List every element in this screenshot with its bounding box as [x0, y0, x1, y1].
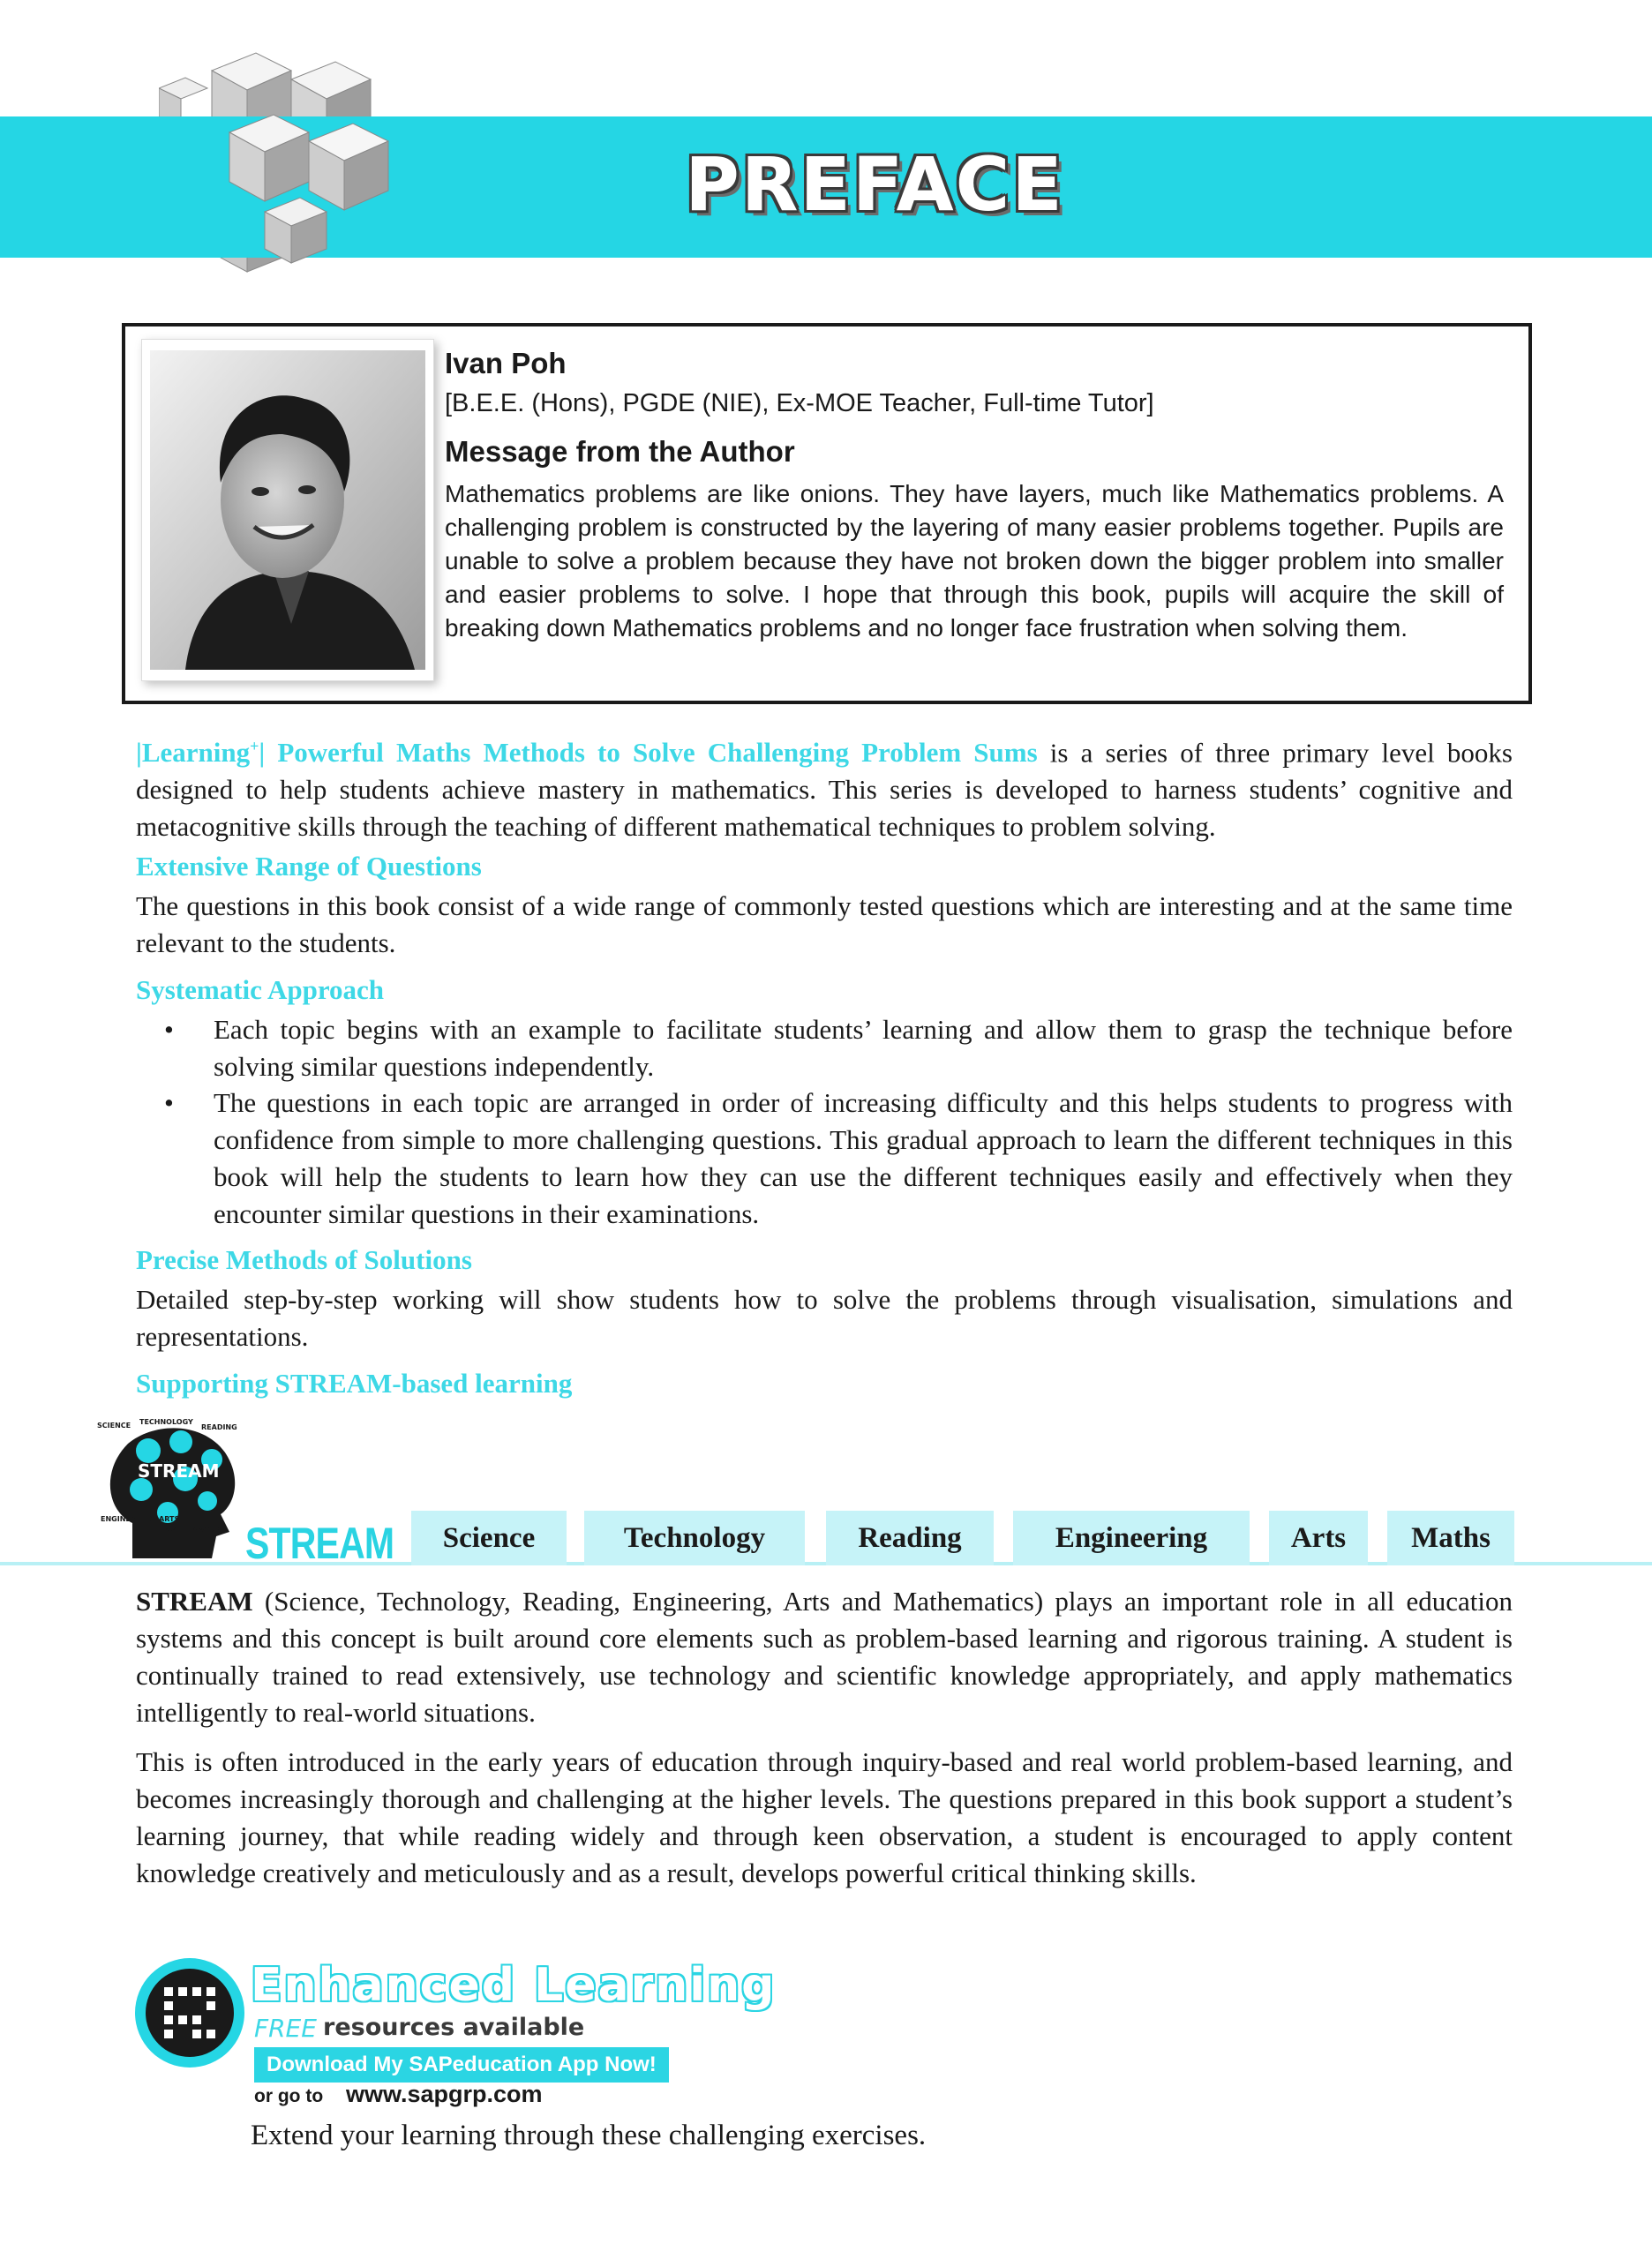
author-message: Mathematics problems are like onions. They have layers, much like Mathematics problems. A challenging problem is constructed by the layering of many easier problems together. Pupils are unable to solve a problem because they have not broken down the bigger problem into smaller and easier problems to solve. I hope that through this book, pupils will acquire the skill of breaking down Mathematics problems and no longer face frustration when solving them. — [445, 480, 1504, 642]
series-title: |Learning+| Powerful Maths Methods to Solve Challenging Problem Sums — [136, 737, 1038, 769]
stream-tab-engineering: Engineering — [1013, 1511, 1250, 1565]
intro-text: is a series of three primary level books designed to help students achieve mastery in mathematics. This series is developed to harness students’ cognitive and metacognitive skills through the teaching of different mathematical techniques to problem solving. — [136, 737, 1513, 843]
stream-tab-reading: Reading — [826, 1511, 994, 1565]
stream-tab-maths: Maths — [1387, 1511, 1514, 1565]
stream-logo-label: ARTS — [159, 1515, 180, 1523]
stream-paragraph-1 — [136, 1583, 1513, 1731]
author-credentials: [B.E.E. (Hons), PGDE (NIE), Ex-MOE Teacher, Full-time Tutor] — [445, 389, 1154, 417]
bullet-icon: • — [164, 1014, 174, 1045]
section-heading-systematic: Systematic Approach — [136, 974, 385, 1005]
section-heading-range: Extensive Range of Questions — [136, 851, 482, 882]
website-link[interactable]: www.sapgrp.com — [346, 2081, 543, 2107]
resources-label: resources available — [323, 2014, 585, 2041]
stream-logo-word: STREAM — [245, 1519, 394, 1568]
stream-paragraph-2: This is often introduced in the early years of education through inquiry-based and real world problem-based learning, and becomes increasingly thorough and challenging at the higher levels. The questions prepared in this book support a student’s learning journey, that while reading widely and through keen observation, a student is encouraged to apply content knowledge creatively and meticulously and as a result, develops powerful critical thinking skills. — [136, 1746, 1513, 1888]
stream-logo-label: ENGINEERING — [101, 1515, 155, 1523]
stream-text: (Science, Technology, Reading, Engineering, Arts and Mathematics) plays an important role in all education systems and this concept is built around core elements such as problem-based learning and rigorous training. A student is continually trained to read extensively, use technology and scientific knowledge appropriately, and apply mathematics intelligently to real-world situations. — [136, 1586, 1513, 1728]
author-photo-frame — [141, 339, 434, 681]
intro-paragraph — [136, 728, 1513, 845]
precise-paragraph: Detailed step-by-step working will show students how to solve the problems through visualisation, simulations and representations. — [136, 1284, 1513, 1352]
page-title: PREFACE — [685, 141, 1064, 228]
extend-learning-text: Extend your learning through these challenging exercises. — [251, 2120, 927, 2151]
section-heading-precise: Precise Methods of Solutions — [136, 1244, 472, 1275]
stream-tab-science: Science — [411, 1511, 567, 1565]
free-label: FREE — [254, 2014, 317, 2043]
section-heading-stream: Supporting STREAM-based learning — [136, 1368, 573, 1399]
bullet-icon: • — [164, 1087, 174, 1118]
stream-logo-label: STREAM — [138, 1460, 220, 1482]
bullet-item — [164, 1084, 1513, 1233]
stream-tab-technology: Technology — [584, 1511, 805, 1565]
goto-label: or go to — [254, 2086, 324, 2106]
bullet-text: Each topic begins with an example to facilitate students’ learning and allow them to grasp the technique before solving similar questions independently. — [214, 1014, 1513, 1082]
stream-logo-label: MATHEMATICS — [164, 1526, 222, 1534]
bullet-text: The questions in each topic are arranged in order of increasing difficulty and this helps students to progress with confidence from simple to more challenging questions. This gradual approach to learn the different techniques in this book will help the students to learn how they can use the different techniques easily and effectively when they encounter similar questions in their examinations. — [214, 1087, 1513, 1229]
enhanced-learning-icon — [132, 1955, 247, 2070]
stream-term: STREAM — [136, 1586, 253, 1617]
download-app-link[interactable]: Download My SAPeducation App Now! — [254, 2047, 669, 2083]
stream-logo-label: TECHNOLOGY — [139, 1418, 193, 1426]
bullet-item — [164, 1011, 1513, 1085]
author-message-title: Message from the Author — [445, 435, 795, 468]
stream-logo-label: READING — [201, 1423, 237, 1431]
range-paragraph: The questions in this book consist of a wide range of commonly tested questions which are interesting and at the same time relevant to the students. — [136, 890, 1513, 958]
stream-logo-label: SCIENCE — [97, 1422, 131, 1430]
stream-head-logo — [97, 1417, 247, 1567]
author-photo — [150, 350, 425, 670]
stream-tab-arts: Arts — [1269, 1511, 1368, 1565]
author-name: Ivan Poh — [445, 347, 567, 379]
enhanced-learning-title: Enhanced Learning — [251, 1959, 777, 2012]
